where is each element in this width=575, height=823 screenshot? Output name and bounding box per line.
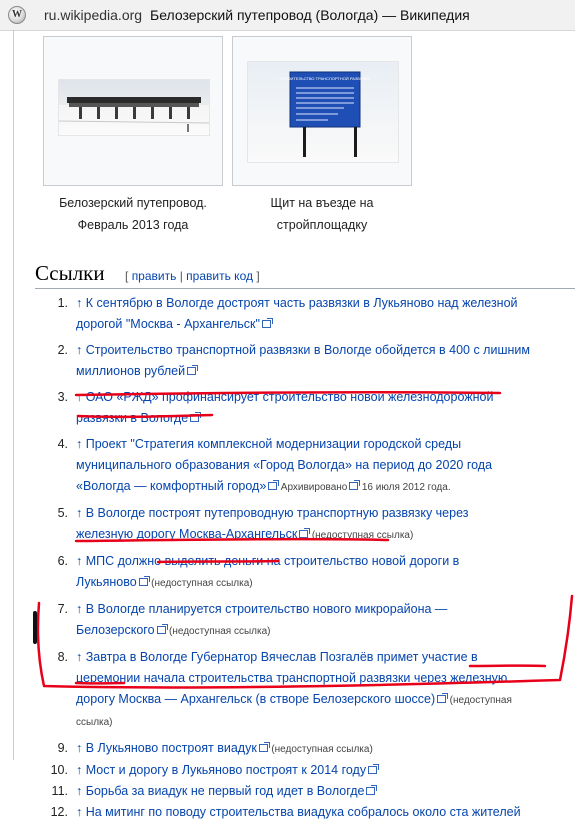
- backlink-arrow[interactable]: ↑: [76, 741, 82, 755]
- backlink-arrow[interactable]: ↑: [76, 602, 82, 616]
- reference-link-7[interactable]: В Вологде планируется строительство нового микрорайона — Белозерского: [76, 602, 447, 637]
- backlink-arrow[interactable]: ↑: [76, 650, 82, 664]
- backlink-arrow[interactable]: ↑: [76, 390, 82, 404]
- reference-item-9: 9. ↑ В Лукьяново построят виадук (недоступная ссылка): [28, 738, 568, 760]
- references-list: [28, 293, 568, 823]
- reference-link-9[interactable]: В Лукьяново построят виадук: [86, 741, 257, 755]
- dead-link-note: (недоступная ссылка): [312, 530, 413, 541]
- reference-link-6[interactable]: МПС должно выделить деньги на строительство новой дороги в Лукьяново: [76, 554, 459, 589]
- section-edit-links: [ править | править код ]: [125, 269, 260, 283]
- edit-link[interactable]: править: [132, 269, 177, 283]
- reference-link-2[interactable]: Строительство транспортной развязки в Вологде обойдется в 400 с лишним миллионов рублей: [76, 343, 530, 378]
- section-heading-links: Ссылки: [35, 261, 105, 286]
- overpass-photo-drawing: [59, 80, 209, 135]
- sign-photo-text: СТРОИТЕЛЬСТВО ТРАНСПОРТНОЙ РАЗВЯЗКИ: [280, 76, 371, 81]
- backlink-arrow[interactable]: ↑: [76, 296, 82, 310]
- backlink-arrow[interactable]: ↑: [76, 506, 82, 520]
- dead-link-note-a: (недоступная: [450, 695, 512, 706]
- archive-link[interactable]: Архивировано: [281, 482, 348, 493]
- reference-item-8: 8. ↑ Завтра в Вологде Губернатор Вячеслав Позгалёв примет участие в церемонии начала строительства транспортной развязки через железную дорогу Москва — Архангельск (в створе Белозерского шоссе) (недоступная ссылка): [28, 647, 568, 733]
- browser-title-bar: [0, 0, 575, 31]
- overpass-photo[interactable]: [58, 79, 210, 136]
- archive-date: 16 июля 2012 года.: [362, 482, 451, 493]
- dead-link-note: (недоступная ссылка): [151, 578, 252, 589]
- page-title: Белозерский путепровод (Вологда) — Википедия: [150, 7, 470, 23]
- reference-link-11[interactable]: Борьба за виадук не первый год идет в Вологде: [86, 784, 365, 798]
- reference-link-8[interactable]: Завтра в Вологде Губернатор Вячеслав Позгалёв примет участие в церемонии начала строительства транспортной развязки через железную дорогу Москва — Архангельск (в створе Белозерского шоссе): [76, 650, 507, 706]
- construction-sign-photo[interactable]: [247, 61, 399, 163]
- backlink-arrow[interactable]: ↑: [76, 554, 82, 568]
- reference-item-2: 2. ↑ Строительство транспортной развязки в Вологде обойдется в 400 с лишним миллионов рублей: [28, 340, 568, 382]
- external-link-icon: [187, 367, 196, 375]
- reference-link-3[interactable]: ОАО «РЖД» профинансирует строительство новой железнодорожной развязки в Вологде: [76, 390, 493, 425]
- reference-item-12: 12. ↑ На митинг по поводу строительства виадука собралось около ста жителей: [28, 802, 568, 823]
- gallery-caption-sign: Щит на въезде на стройплощадку: [222, 192, 422, 236]
- reference-item-6: 6. ↑ МПС должно выделить деньги на строительство новой дороги в Лукьяново (недоступная ссылка): [28, 551, 568, 594]
- external-link-icon: [299, 530, 308, 538]
- gallery-caption-overpass: Белозерский путепровод. Февраль 2013 года: [33, 192, 233, 236]
- external-link-icon: [139, 578, 148, 586]
- edit-source-link[interactable]: править код: [186, 269, 253, 283]
- dead-link-note-b: ссылка): [76, 717, 113, 728]
- external-link-icon: [349, 482, 358, 490]
- external-link-icon: [157, 626, 166, 634]
- external-link-icon: [368, 766, 377, 774]
- reference-item-7: 7. ↑ В Вологде планируется строительство нового микрорайона — Белозерского (недоступная ссылка): [28, 599, 568, 642]
- backlink-arrow[interactable]: ↑: [76, 343, 82, 357]
- content-left-border: [13, 30, 14, 760]
- gallery-thumb-overpass[interactable]: [43, 36, 223, 186]
- backlink-arrow[interactable]: ↑: [76, 784, 82, 798]
- backlink-arrow[interactable]: ↑: [76, 805, 82, 819]
- reference-link-4[interactable]: Проект "Стратегия комплексной модернизации городской среды муниципального образования «Город Вологда» на период до 2020 года «Вологда — комфортный город»: [76, 437, 492, 493]
- reference-link-1[interactable]: К сентябрю в Вологде достроят часть развязки в Лукьяново над железной дорогой "Москва - Архангельск": [76, 296, 518, 331]
- dead-link-note: (недоступная ссылка): [271, 744, 372, 755]
- external-link-icon: [190, 414, 199, 422]
- external-link-icon: [366, 787, 375, 795]
- reference-link-5[interactable]: В Вологде построят путепроводную транспортную развязку через железную дорогу Москва-Архангельск: [76, 506, 469, 541]
- wikipedia-favicon-icon: W: [8, 6, 26, 24]
- external-link-icon: [262, 320, 271, 328]
- backlink-arrow[interactable]: ↑: [76, 763, 82, 777]
- reference-item-5: 5. ↑ В Вологде построят путепроводную транспортную развязку через железную дорогу Москва-Архангельск (недоступная ссылка): [28, 503, 568, 546]
- external-link-icon: [437, 695, 446, 703]
- backlink-arrow[interactable]: ↑: [76, 437, 82, 451]
- reference-item-4: 4. ↑ Проект "Стратегия комплексной модернизации городской среды муниципального образования «Город Вологда» на период до 2020 года «Вологда — комфортный город» Архивировано 16 июля 2012 года.: [28, 434, 568, 498]
- reference-link-12[interactable]: На митинг по поводу строительства виадука собралось около ста жителей: [86, 805, 521, 819]
- sign-photo-drawing: [248, 62, 398, 162]
- reference-link-10[interactable]: Мост и дорогу в Лукьяново построят к 2014 году: [86, 763, 366, 777]
- dead-link-note: (недоступная ссылка): [169, 626, 270, 637]
- external-link-icon: [259, 744, 268, 752]
- reference-item-11: 11. ↑ Борьба за виадук не первый год идет в Вологде: [28, 781, 568, 802]
- reference-item-10: 10. ↑ Мост и дорогу в Лукьяново построят к 2014 году: [28, 760, 568, 781]
- reference-item-3: 3. ↑ ОАО «РЖД» профинансирует строительство новой железнодорожной развязки в Вологде: [28, 387, 568, 429]
- heading-underline: [35, 288, 575, 289]
- reference-item-1: 1. ↑ К сентябрю в Вологде достроят часть развязки в Лукьяново над железной дорогой "Москва - Архангельск": [28, 293, 568, 335]
- gallery-thumb-sign[interactable]: [232, 36, 412, 186]
- external-link-icon: [268, 482, 277, 490]
- page-url[interactable]: ru.wikipedia.org: [44, 7, 142, 23]
